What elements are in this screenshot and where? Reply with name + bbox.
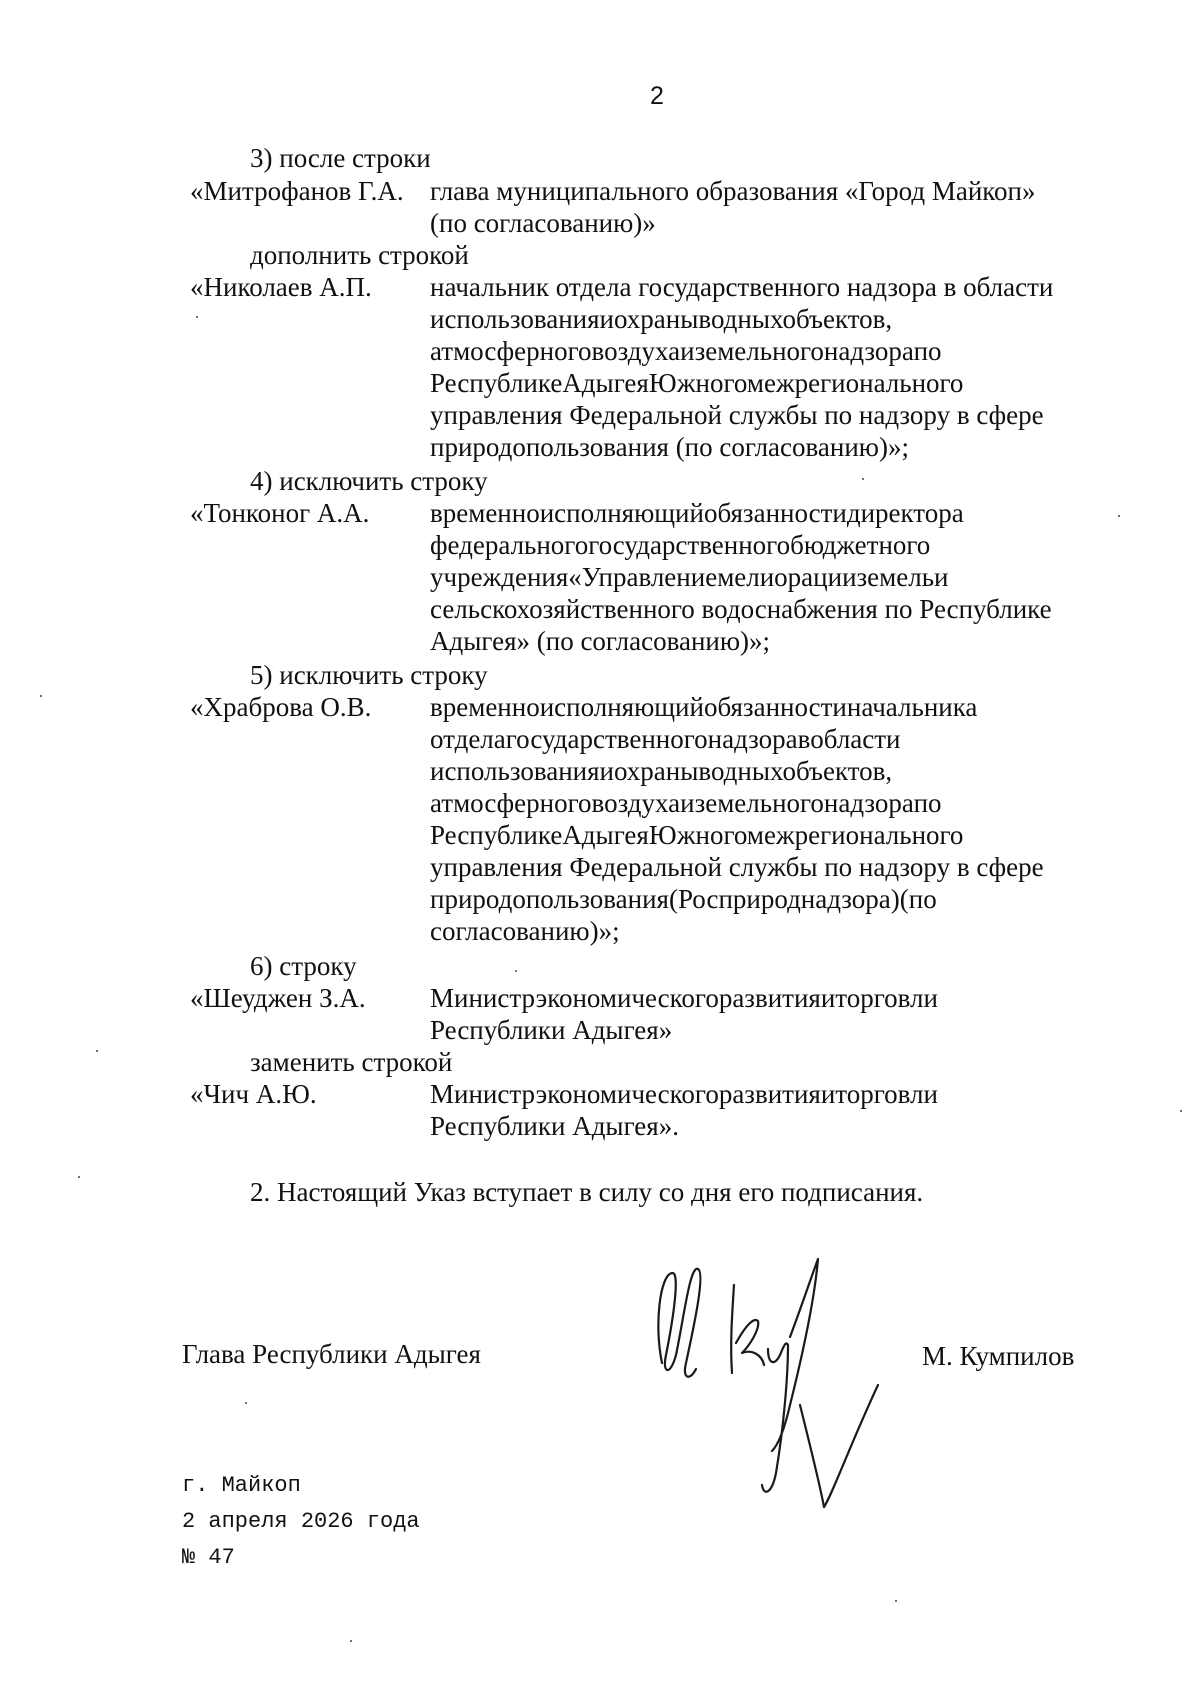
item-6-intro: 6) строку xyxy=(250,951,357,981)
scan-speck xyxy=(196,316,198,318)
footer-number: № 47 xyxy=(182,1545,235,1570)
handwritten-signature xyxy=(650,1245,890,1515)
desc-line: учреждения«Управлениемелиорацииземельи xyxy=(430,562,949,592)
desc-line: природопользования (по согласованию)»; xyxy=(430,432,909,462)
item-6-new-name: «Чич А.Ю. xyxy=(190,1079,317,1109)
desc-line: Министрэкономическогоразвитияиторговли xyxy=(430,983,938,1013)
desc-line: использованияиохраныводныхобъектов, xyxy=(430,304,893,334)
scan-speck xyxy=(350,1640,352,1642)
desc-line: начальник отдела государственного надзора в области xyxy=(430,272,1054,302)
item-5-intro: 5) исключить строку xyxy=(250,660,488,690)
item-3-intro: 3) после строки xyxy=(250,143,431,173)
clause-2: 2. Настоящий Указ вступает в силу со дня его подписания. xyxy=(250,1177,924,1207)
desc-line: атмосферноговоздухаиземельногонадзорапо xyxy=(430,336,942,366)
scan-speck xyxy=(1118,515,1120,517)
desc-line: Адыгея» (по согласованию)»; xyxy=(430,626,771,656)
scan-speck xyxy=(78,1176,80,1178)
item-5-name: «Храброва О.В. xyxy=(190,692,372,722)
desc-line: РеспубликеАдыгеяЮжногомежрегионального xyxy=(430,820,964,850)
item-6-old-name: «Шеуджен З.А. xyxy=(190,983,366,1013)
scan-speck xyxy=(1180,1110,1182,1112)
desc-line: согласованию)»; xyxy=(430,916,620,946)
item-3-old-desc-line: глава муниципального образования «Город Майкоп» xyxy=(430,176,1036,206)
signatory-name: М. Кумпилов xyxy=(922,1341,1075,1371)
scan-speck xyxy=(515,970,517,972)
desc-line: Республики Адыгея». xyxy=(430,1111,679,1141)
desc-line: отделагосударственногонадзоравобласти xyxy=(430,724,901,754)
desc-line: природопользования(Росприроднадзора)(по xyxy=(430,884,937,914)
desc-line: Республики Адыгея» xyxy=(430,1015,673,1045)
item-6-new-desc xyxy=(430,1078,1086,1142)
footer-date: 2 апреля 2026 года xyxy=(182,1509,420,1534)
item-3-old-desc-line: (по согласованию)» xyxy=(430,208,656,238)
item-4-intro: 4) исключить строку xyxy=(250,466,488,496)
desc-line: управления Федеральной службы по надзору в сфере xyxy=(430,852,1044,882)
desc-line: атмосферноговоздухаиземельногонадзорапо xyxy=(430,788,942,818)
item-6-action: заменить строкой xyxy=(250,1047,453,1077)
desc-line: использованияиохраныводныхобъектов, xyxy=(430,756,893,786)
desc-line: временноисполняющийобязанностиначальника xyxy=(430,692,978,722)
page-number: 2 xyxy=(650,82,664,110)
item-4-desc xyxy=(430,497,1086,657)
scan-speck xyxy=(862,478,864,480)
scan-speck xyxy=(96,1050,98,1052)
desc-line: РеспубликеАдыгеяЮжногомежрегионального xyxy=(430,368,964,398)
item-4-name: «Тонконог А.А. xyxy=(190,498,370,528)
scan-speck xyxy=(245,1402,247,1404)
desc-line: федеральногогосударственногобюджетного xyxy=(430,530,931,560)
signatory-title: Глава Республики Адыгея xyxy=(182,1339,481,1369)
desc-line: управления Федеральной службы по надзору в сфере xyxy=(430,400,1044,430)
scan-speck xyxy=(895,1600,897,1602)
item-3-old-name: «Митрофанов Г.А. xyxy=(190,176,404,206)
scan-speck xyxy=(40,695,42,697)
desc-line: временноисполняющийобязанностидиректора xyxy=(430,498,964,528)
footer-city: г. Майкоп xyxy=(182,1473,301,1498)
item-3-old-desc xyxy=(430,175,1086,239)
item-6-old-desc xyxy=(430,982,1086,1046)
desc-line: Министрэкономическогоразвитияиторговли xyxy=(430,1079,938,1109)
desc-line: сельскохозяйственного водоснабжения по Республике xyxy=(430,594,1052,624)
item-3-new-name: «Николаев А.П. xyxy=(190,272,372,302)
item-3-new-desc xyxy=(430,271,1086,463)
item-5-desc xyxy=(430,691,1086,947)
item-3-action: дополнить строкой xyxy=(250,240,469,270)
